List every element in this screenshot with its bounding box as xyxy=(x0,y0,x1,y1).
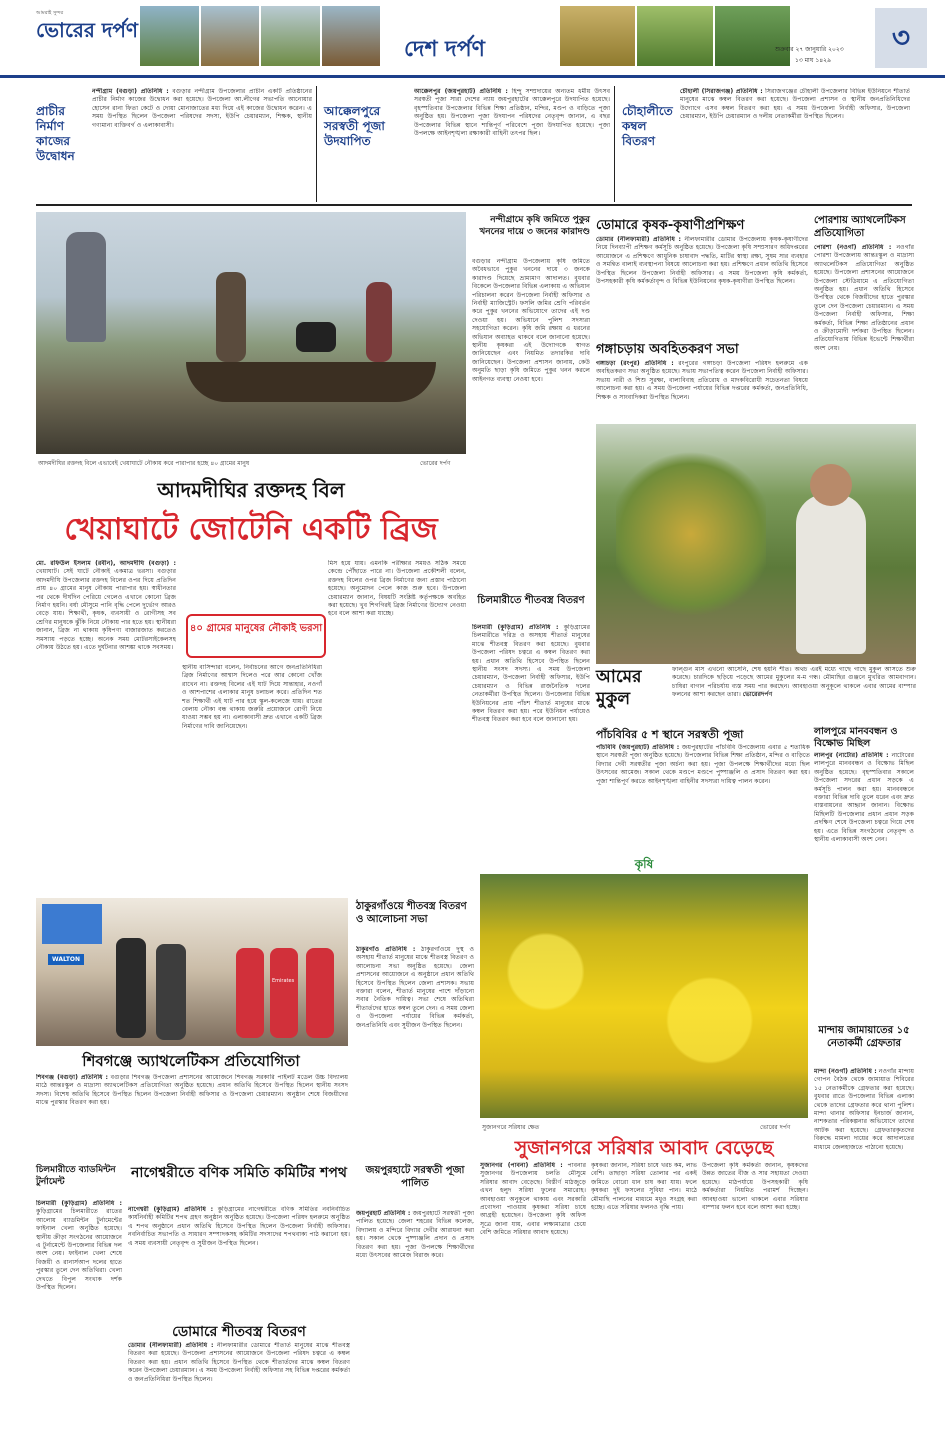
article-body: বগুড়ার নন্দীগ্রাম উপজেলায় কৃষি জমিতে অবৈধভাবে পুকুর খননের দায়ে ৩ জনকে কারাদণ্ড দিয়েছে ভ্রাম্যমাণ আদালত। বুধবার বিকেলে উপজেলার বিভিন্ন এলাকায় এ অভিযান পরিচালনা করেন উপজেলা নির্বাহী অফিসার ও নির্বাহী ম্যাজিস্ট্রেট। ফসলি জমির শ্রেণি পরিবর্তন করে পুকুর খননের অভিযোগে তাদের এই দণ্ড দেওয়া হয়। অভিযানে পুলিশ সদস্যরা সহযোগিতা করেন। কৃষি জমি রক্ষায় এ ধরনের অভিযান অব্যাহত থাকবে বলে জানানো হয়েছে। স্থানীয় কৃষকরা এই উদ্যোগকে স্বাগত জানিয়েছেন এবং নিয়মিত তদারকির দাবি জানিয়েছেন। উপজেলা প্রশাসন জানায়, কেউ অনুমতি ছাড়া কৃষি জমিতে পুকুর খনন করলে আইনগত ব্যবস্থা নেওয়া হবে। xyxy=(472,258,590,383)
article-body: নীলফামারীর ডোমার উপজেলায় কৃষক-কৃষাণীদের নিয়ে দিনব্যাপী প্রশিক্ষণ কর্মসূচি অনুষ্ঠিত হয়েছে। উপজেলা কৃষি সম্প্রসারণ অধিদপ্তরের আয়োজনে এ প্রশিক্ষণে আধুনিক চাষাবাদ পদ্ধতি, মাটির স্বাস্থ্য রক্ষা, সুষম সার ব্যবহার ও সমন্বিত বালাই ব্যবস্থাপনা বিষয়ে আলোচনা করা হয়। প্রশিক্ষণে প্রধান অতিথি হিসেবে উপস্থিত ছিলেন উপজেলা নির্বাহী অফিসার। এ সময় উপজেলা কৃষি কর্মকর্তা, উপসহকারী কৃষি কর্মকর্তাবৃন্দ ও বিভিন্ন ইউনিয়নের কৃষক-কৃষাণীরা উপস্থিত ছিলেন। xyxy=(596,236,808,286)
main-article-col2 xyxy=(182,664,322,894)
article-body: নাটোরের লালপুরে মানববন্ধন ও বিক্ষোভ মিছিল অনুষ্ঠিত হয়েছে। বৃহস্পতিবার সকালে উপজেলা সদরের প্রধান সড়কে এ কর্মসূচি পালন করা হয়। মানববন্ধনে বক্তারা বিভিন্ন দাবি তুলে ধরেন এবং দ্রুত বাস্তবায়নের আহ্বান জানান। বিক্ষোভ মিছিলটি উপজেলার প্রধান প্রধান সড়ক প্রদক্ষিণ শেষে উপজেলা চত্বরে গিয়ে শেষ হয়। এতে বিভিন্ন সংগঠনের নেতৃবৃন্দ ও স্থানীয় এলাকাবাসী অংশ নেন। xyxy=(814,752,914,844)
aamer-box xyxy=(596,666,916,720)
article-body: বগুড়ার শিবগঞ্জ উপজেলা প্রশাসনের আয়োজনে শিবগঞ্জ সরকারি পাইলট মডেল উচ্চ বিদ্যালয় মাঠে আন্তঃস্কুল ও মাদ্রাসা অ্যাথলেটিকস প্রতিযোগিতা অনুষ্ঠিত হয়েছে। প্রধান অতিথি হিসেবে উপস্থিত ছিলেন স্থানীয় সংসদ সদস্য। বিশেষ অতিথি হিসেবে উপস্থিত ছিলেন উপজেলা নির্বাহী অফিসার ও উপজেলা চেয়ারম্যান। অনুষ্ঠান শেষে বিজয়ীদের মাঝে পুরস্কার বিতরণ করা হয়। xyxy=(36,1074,348,1107)
byline: মো. রফিউল ইসলাম (রবীন), আদমদীঘি (বগুড়া) : xyxy=(36,560,176,567)
article-body: নীলফামারীর ডোমারে শীতার্ত মানুষের মাঝে শীতবস্ত্র বিতরণ করা হয়েছে। উপজেলা প্রশাসনের আয়োজনে উপজেলা পরিষদ চত্বরে এ কম্বল বিতরণ করা হয়। প্রধান অতিথি হিসেবে উপস্থিত থেকে শীতার্তদের মাঝে কম্বল বিতরণ করেন উপজেলা চেয়ারম্যান। এ সময় উপজেলা নির্বাহী অফিসার সহ বিভিন্ন দপ্তরের কর্মকর্তা ও জনপ্রতিনিধিরা উপস্থিত ছিলেন। xyxy=(128,1342,350,1383)
headline-gangachara: গঙ্গাচড়ায় অবহিতকরণ সভা xyxy=(596,342,739,357)
article-thakurgaon xyxy=(356,946,474,1158)
mustard-credit: ভোরের দর্পণ xyxy=(760,1124,791,1131)
byline: গঙ্গাচড়া (রংপুর) প্রতিনিধি : xyxy=(596,360,674,367)
article-body: মিস হয়ে যায়। এমনকি পরীক্ষার সময়ও সঠিক সময়ে কেন্দ্রে পৌঁছাতে পারে না। উপজেলা প্রকৌশলী বলেন, রক্তদহ বিলের ওপর ব্রিজ নির্মাণের জন্য প্রস্তাব পাঠানো হয়েছে। অনুমোদন পেলে কাজ শুরু হবে। উপজেলা চেয়ারম্যান জানান, বিষয়টি সংশ্লিষ্ট কর্তৃপক্ষকে অবহিত করা হয়েছে। খুব শিগগিরই ব্রিজ নির্মাণের উদ্যোগ নেওয়া হবে বলে আশা করা যাচ্ছে। xyxy=(328,560,466,618)
headline-shibganj: শিবগঞ্জে অ্যাথলেটিকস প্রতিযোগিতা xyxy=(82,1052,300,1070)
byline: নন্দীগ্রাম (বগুড়া) প্রতিনিধি : xyxy=(92,88,169,95)
article-body: উপজেলা কৃষি কর্মকর্তা জানান, কৃষকদের উন্নত জাতের বীজ ও সার সহায়তা দেওয়া হয়েছে। মাঠপর্যায়ে উপসহকারী কৃষি কর্মকর্তারা নিয়মিত পরামর্শ দিচ্ছেন। আবহাওয়া ভালো থাকলে এবার সরিষার বাম্পার ফলন হবে বলে আশা করা হচ্ছে। xyxy=(702,1162,808,1212)
article-body: কুড়িগ্রামের নাগেশ্বরীতে বণিক সমিতির নবনির্বাচিত কার্যনির্বাহী কমিটির শপথ গ্রহণ অনুষ্ঠান অনুষ্ঠিত হয়েছে। উপজেলা পরিষদ হলরুমে অনুষ্ঠিত এ শপথ অনুষ্ঠানে প্রধান অতিথি হিসেবে উপস্থিত ছিলেন উপজেলা নির্বাহী অফিসার। নবনির্বাচিত সভাপতি ও সাধারণ সম্পাদকসহ কমিটির সদস্যদের শপথবাক্য পাঠ করানো হয়। এ সময় ব্যবসায়ী নেতৃবৃন্দ ও সুধীজন উপস্থিত ছিলেন। xyxy=(128,1206,350,1247)
article-body: নওগাঁর পোরশা উপজেলায় আন্তঃস্কুল ও মাদ্রাসা অ্যাথলেটিকস প্রতিযোগিতা অনুষ্ঠিত হয়েছে। উপজেলা প্রশাসনের আয়োজনে উপজেলা স্টেডিয়ামে এ প্রতিযোগিতা অনুষ্ঠিত হয়। প্রধান অতিথি হিসেবে উপস্থিত থেকে বিজয়ীদের হাতে পুরস্কার তুলে দেন উপজেলা চেয়ারম্যান। এ সময় উপজেলা নির্বাহী অফিসার, শিক্ষা কর্মকর্তা, বিভিন্ন শিক্ষা প্রতিষ্ঠানের প্রধান ও ক্রীড়ামোদী দর্শকরা উপস্থিত ছিলেন। প্রতিযোগিতায় বিভিন্ন ইভেন্টে শিক্ষার্থীরা অংশ নেয়। xyxy=(814,244,914,352)
headline-aamer: আমের মুকুল xyxy=(596,667,642,709)
article-body: কুড়িগ্রামের চিলমারীতে দরিদ্র ও অসহায় শীতার্ত মানুষের মাঝে শীতবস্ত্র বিতরণ করা হয়েছে। বুধবার উপজেলা পরিষদ চত্বরে এ কম্বল বিতরণ করা হয়। প্রধান অতিথি হিসেবে উপস্থিত ছিলেন স্থানীয় সংসদ সদস্য। এ সময় উপজেলা চেয়ারম্যান, উপজেলা নির্বাহী অফিসার, ইউপি চেয়ারম্যান ও বিভিন্ন রাজনৈতিক দলের নেতাকর্মীরা উপস্থিত ছিলেন। উপজেলার বিভিন্ন ইউনিয়নের প্রায় পাঁচশ শীতার্ত মানুষের মাঝে কম্বল বিতরণ করা হয়। পরে ইউনিয়ন পর্যায়েও শীতবস্ত্র বিতরণ করা হবে বলে জানানো হয়। xyxy=(472,624,590,724)
byline: শিবগঞ্জ (বগুড়া) প্রতিনিধি : xyxy=(36,1074,108,1081)
jersey-label: Emirates xyxy=(272,978,295,984)
headline-nageshwari: নাগেশ্বরীতে বণিক সমিতি কমিটির শপথ xyxy=(131,1165,347,1181)
article-body: রংপুরের গঙ্গাচড়া উপজেলা পরিষদ হলরুমে এক অবহিতকরণ সভা অনুষ্ঠিত হয়েছে। সভায় সভাপতিত্ব করেন উপজেলা নির্বাহী অফিসার। সভায় নারী ও শিশু সুরক্ষা, বাল্যবিবাহ প্রতিরোধ ও মাদকবিরোধী সচেতনতা বিষয়ে আলোচনা করা হয়। এ সময় উপজেলা পর্যায়ের বিভিন্ন দপ্তরের কর্মকর্তা, জনপ্রতিনিধি, শিক্ষক ও সাংবাদিকরা উপস্থিত ছিলেন। xyxy=(596,360,808,401)
article-body: স্থানীয় বাসিন্দারা বলেন, নির্বাচনের আগে জনপ্রতিনিধিরা ব্রিজ নির্মাণের আশ্বাস দিলেও পরে আর কোনো খোঁজ রাখেন না। রক্তদহ বিলের এই ঘাট দিয়ে সান্তাহার, নওগাঁ ও আশপাশের এলাকার মানুষ চলাচল করে। প্রতিদিন শত শত শিক্ষার্থী এই ঘাট পার হয়ে স্কুল-কলেজে যায়। রাতের বেলায় নৌকা বন্ধ থাকায় জরুরি প্রয়োজনে রোগী নিয়ে যাওয়া সম্ভব হয় না। এলাকাবাসী দ্রুত এখানে একটি ব্রিজ নির্মাণের দাবি জানিয়েছেন। xyxy=(182,664,322,730)
article-panchbibi xyxy=(596,744,810,844)
byline: লালপুর (নাটোর) প্রতিনিধি : xyxy=(814,752,889,759)
article-sujanagar-col3 xyxy=(702,1162,808,1442)
article-chilmari-sheet xyxy=(472,624,590,894)
headline-panchbibi: পাঁচবিবির ৫ শ স্থানে সরস্বতী পূজা xyxy=(596,728,744,741)
article-sujanagar-col2 xyxy=(591,1162,697,1442)
article-aamer xyxy=(672,666,916,720)
byline: ঠাকুরগাঁও প্রতিনিধি : xyxy=(356,946,416,953)
main-article-col1 xyxy=(36,560,176,894)
divider xyxy=(316,86,317,202)
divider xyxy=(614,86,615,202)
byline: মান্দা (নওগাঁ) প্রতিনিধি : xyxy=(814,1068,877,1075)
byline: আক্কেলপুর (জয়পুরহাট) প্রতিনিধি : xyxy=(414,88,508,95)
byline: পোরশা (নওগাঁ) প্রতিনিধি : xyxy=(814,244,892,251)
byline: পাঁচবিবি (জয়পুরহাট) প্রতিনিধি : xyxy=(596,744,680,751)
main-headline: খেয়াঘাটে জোটেনি একটি ব্রিজ xyxy=(64,512,438,547)
headline-joypurhat: জয়পুরহাটে সরস্বতী পূজা পালিত xyxy=(365,1165,465,1189)
byline: নাগেশ্বরী (কুড়িগ্রাম) প্রতিনিধি : xyxy=(128,1206,214,1213)
article-body: কৃষকরা জানান, সরিষা চাষে খরচ কম, লাভ বেশি। তাছাড়া সরিষা তোলার পর একই জমিতে বোরো ধান চাষ করা যায়। ফলে কৃষকরা দুই ফসলের সুবিধা পান। মাঠে মৌমাছি পালনের মাধ্যমে মধুও সংগ্রহ করা হচ্ছে। এতে সরিষার ফলনও বৃদ্ধি পায়। xyxy=(591,1162,697,1212)
masthead xyxy=(0,0,945,78)
headline-pracheer: প্রাচীর নির্মাণ কাজের উদ্বোধন xyxy=(36,104,75,163)
headline-chilmari-badminton: চিলমারীতে ব্যাডমিন্টন টুর্নামেন্ট xyxy=(36,1165,116,1187)
mango-photo xyxy=(596,424,916,664)
page-number: ৩ xyxy=(875,8,927,68)
byline: চিলমারী (কুড়িগ্রাম) প্রতিনিধি : xyxy=(36,1200,122,1207)
pullquote: ৪০ গ্রামের মানুষের নৌকাই ভরসা xyxy=(189,623,323,634)
date-line-1: শুক্রবার ২৭ জানুয়ারি ২০২৩ xyxy=(775,46,844,53)
article-body: পাবনার সুজানগর উপজেলায় চলতি মৌসুমে সরিষার আবাদ বেড়েছে। বিস্তীর্ণ মাঠজুড়ে এখন হলুদ সরিষা ফুলের সমারোহ। আবহাওয়া অনুকূলে থাকায় এবং সরকারি প্রণোদনা পাওয়ায় কৃষকরা সরিষা চাষে আগ্রহী হয়েছেন। উপজেলা কৃষি অফিস সূত্রে জানা যায়, এবার লক্ষ্যমাত্রার চেয়ে বেশি জমিতে সরিষার আবাদ হয়েছে। xyxy=(480,1162,586,1237)
mustard-caption: সুজানগরে সরিষার ক্ষেত xyxy=(482,1124,540,1131)
article-chauhali xyxy=(680,88,910,200)
headline-domar-krishak: ডোমারে কৃষক-কৃষাণীপ্রশিক্ষণ xyxy=(596,218,745,233)
section-title: দেশ দর্পণ xyxy=(404,37,485,62)
headline-chauhali: চৌহালীতে কম্বল বিতরণ xyxy=(622,104,673,148)
byline: জয়পুরহাট প্রতিনিধি : xyxy=(356,1210,411,1217)
article-body: জয়পুরহাটের পাঁচবিবি উপজেলায় এবার ৫ শতাধিক স্থানে সরস্বতী পূজা অনুষ্ঠিত হয়েছে। উপজেলার বিভিন্ন শিক্ষা প্রতিষ্ঠান, মন্দির ও বাড়িতে বিদ্যার দেবী সরস্বতীর পূজা অর্চনা করা হয়। পূজা উপলক্ষে শিক্ষার্থীদের মধ্যে ছিল উৎসবের আমেজ। সকাল থেকে মণ্ডপে মণ্ডপে পুষ্পাঞ্জলি ও প্রসাদ বিতরণ করা হয়। পূজা শান্তিপূর্ণ করতে আইনশৃঙ্খলা বাহিনীর সদস্যরা দায়িত্ব পালন করেন। xyxy=(596,744,810,785)
mustard-photo xyxy=(480,874,808,1118)
article-chilmari-badminton xyxy=(36,1200,122,1440)
article-body: বগুড়ার নন্দীগ্রাম উপজেলার প্রাচীন একটি প্রতিষ্ঠানের প্রাচীর নির্মাণ কাজের উদ্বোধন করা হয়েছে। উপজেলা আ.লীগের সভাপতি আনোয়ার হোসেন রানা ফিতা কেটে ও দোয়া মোনাজাতের মধ্য দিয়ে এই কাজের উদ্বোধন করেন। এ সময় উপস্থিত ছিলেন উপজেলা পরিষদের সদস্য, ইউপি চেয়ারম্যান, শিক্ষক, স্থানীয় গণ্যমান্য ব্যক্তিবর্গ ও এলাকাবাসী। xyxy=(92,88,312,129)
article-madda xyxy=(814,1068,914,1442)
headline-chilmari-sheet: চিলমারীতে শীতবস্ত্র বিতরণ xyxy=(477,595,585,606)
headline-madda: মান্দায় জামায়াতের ১৫ নেতাকর্মী গ্রেফতার xyxy=(818,1025,910,1049)
byline: চিলমারী (কুড়িগ্রাম) প্রতিনিধি : xyxy=(472,624,559,631)
boat-credit: ভোরের দর্পণ xyxy=(420,460,451,467)
date-line-2: ১৩ মাঘ ১৪২৯ xyxy=(795,57,831,64)
article-nageshwari xyxy=(128,1206,350,1316)
article-sujanagar-col1 xyxy=(480,1162,586,1442)
shibganj-photo xyxy=(36,898,348,1046)
walton-banner: WALTON xyxy=(48,954,84,965)
article-body: জয়পুরহাটে সরস্বতী পূজা পালিত হয়েছে। জেলা শহরের বিভিন্ন কলেজ, বিদ্যালয় ও মন্দিরে বিদ্যার দেবীর আরাধনা করা হয়। সকাল থেকে পুষ্পাঞ্জলি প্রদান ও প্রসাদ বিতরণ করা হয়। পূজা উপলক্ষে শিক্ষার্থীদের মধ্যে উৎসবের আমেজ বিরাজ করে। xyxy=(356,1210,474,1260)
article-domar-krishak xyxy=(596,236,808,332)
main-article-col3 xyxy=(328,560,466,894)
article-body: কুড়িগ্রামের চিলমারীতে রাতের আলোয় ব্যাডমিন্টন টুর্নামেন্টের ফাইনাল খেলা অনুষ্ঠিত হয়েছে। স্থানীয় ক্রীড়া সংগঠনের আয়োজনে এ টুর্নামেন্টে উপজেলার বিভিন্ন দল অংশ নেয়। ফাইনাল খেলা শেষে বিজয়ী ও রানার্সআপ দলের হাতে পুরস্কার তুলে দেন অতিথিরা। খেলা দেখতে বিপুল সংখ্যক দর্শক উপস্থিত ছিলেন। xyxy=(36,1208,122,1292)
headline-porsha: পোরশায় অ্যাথলেটিকস প্রতিযোগিতা xyxy=(814,215,906,239)
byline: সুজানগর (পাবনা) প্রতিনিধি : xyxy=(480,1162,563,1169)
pullquote-box xyxy=(186,614,326,658)
article-joypurhat xyxy=(356,1210,474,1442)
article-body: ঠাকুরগাঁওয়ে দুস্থ ও অসহায় শীতার্ত মানুষের মাঝে শীতবস্ত্র বিতরণ ও আলোচনা সভা অনুষ্ঠিত হয়েছে। জেলা প্রশাসনের আয়োজনে এ অনুষ্ঠানে প্রধান অতিথি হিসেবে উপস্থিত ছিলেন জেলা প্রশাসক। সভায় বক্তারা বলেন, শীতার্ত মানুষের পাশে দাঁড়ানো সবার নৈতিক দায়িত্ব। সভা শেষে অতিথিরা শীতার্তদের হাতে কম্বল তুলে দেন। এ সময় জেলা ও উপজেলা পর্যায়ের বিভিন্ন কর্মকর্তা, জনপ্রতিনিধি এবং সুধীজন উপস্থিত ছিলেন। xyxy=(356,946,474,1029)
byline: ভোরেরদর্পণ xyxy=(742,691,773,699)
headline-sujanagar: সুজানগরে সরিষার আবাদ বেড়েছে xyxy=(514,1137,774,1159)
article-nandigram xyxy=(472,258,590,588)
article-body: ফাল্গুন মাস এখনো আসেনি, শেষ হয়নি শীত। অথচ এরই মধ্যে গাছে গাছে মুকুল আসতে শুরু করেছে। চারদিকে ছড়িয়ে পড়েছে আমের মুকুলের ম-ম গন্ধ। মৌমাছির গুঞ্জনে মুখরিত আমবাগান। চাষিরা বাগান পরিচর্যায় ব্যস্ত সময় পার করছেন। আবহাওয়া অনুকূলে থাকলে এবার আমের বাম্পার ফলনের আশা করছেন তারা। xyxy=(672,666,916,699)
article-pracheer xyxy=(92,88,312,200)
article-body: হিন্দু সম্প্রদায়ের অন্যতম ধর্মীয় উৎসব সরস্বতী পূজা সারা দেশের ন্যায় জয়পুরহাটের আক্কেলপুরে উদযাপিত হয়েছে। বৃহস্পতিবার উপজেলার বিভিন্ন শিক্ষা প্রতিষ্ঠান, মন্দির, মণ্ডপ ও বাড়িতে পূজা অনুষ্ঠিত হয়। উপজেলা পূজা উদযাপন পরিষদের নেতৃবৃন্দ জানান, এ বছর উপজেলার বিভিন্ন স্থানে শান্তিপূর্ণ পরিবেশে পূজা উদযাপিত হয়েছে। পূজা উপলক্ষে আইনশৃঙ্খলা রক্ষাকারী বাহিনী তৎপর ছিল। xyxy=(414,88,610,138)
article-akkelpur xyxy=(414,88,610,200)
headline-domar-sheet: ডোমারে শীতবস্ত্র বিতরণ xyxy=(172,1324,306,1340)
article-lalpur xyxy=(814,752,914,1020)
kicker-adamdighi: আদমদীঘির রক্তদহ বিল xyxy=(157,478,345,502)
brand-logo: ভোরের দর্পণ xyxy=(36,18,138,42)
article-domar-sheet xyxy=(128,1342,350,1442)
headline-lalpur: লালপুরে মানববন্ধন ও বিক্ষোভ মিছিল xyxy=(814,726,898,749)
masthead-photo-left xyxy=(140,6,380,66)
byline: ডোমার (নীলফামারী) প্রতিনিধি : xyxy=(128,1342,214,1349)
article-gangachara xyxy=(596,360,808,420)
byline: ডোমার (নীলফামারী) প্রতিনিধি : xyxy=(596,236,681,243)
divider xyxy=(36,204,912,206)
masthead-photo-right xyxy=(560,6,790,66)
article-body: খেয়াঘাট। সেই ঘাটে নৌকাই একমাত্র ভরসা। বগুড়ার আদমদীঘি উপজেলার রক্তদহ বিলের ওপর দিয়ে প্রতিদিন প্রায় ৪০ গ্রামের মানুষ নৌকায় পারাপার হয়। স্বাধীনতার পর থেকে দীর্ঘদিন পেরিয়ে গেলেও এখানে কোনো ব্রিজ নির্মাণ হয়নি। বর্ষা মৌসুমে পানি বৃদ্ধি পেলে দুর্ভোগ আরও বেড়ে যায়। শিক্ষার্থী, কৃষক, ব্যবসায়ী ও রোগীসহ সব শ্রেণির মানুষকে ঝুঁকি নিয়ে নৌকায় পার হতে হয়। স্থানীয়রা জানান, ব্রিজ না থাকায় কৃষিপণ্য বাজারজাত করতেও সমস্যায় পড়তে হচ্ছে। অনেক সময় মোটরসাইকেলসহ নৌকায় উঠতে হয়। এতে দুর্ঘটনার আশঙ্কা থাকে সবসময়। xyxy=(36,568,176,652)
headline-akkelpur: আক্কেলপুরে সরস্বতী পূজা উদযাপিত xyxy=(324,104,385,148)
byline: চৌহালী (সিরাজগঞ্জ) প্রতিনিধি : xyxy=(680,88,763,95)
article-body: সিরাজগঞ্জের চৌহালী উপজেলার বিভিন্ন ইউনিয়নে শীতার্ত মানুষের মাঝে কম্বল বিতরণ করা হয়েছে। উপজেলা প্রশাসন ও স্থানীয় জনপ্রতিনিধিদের উদ্যোগে এসব কম্বল বিতরণ করা হয়। এ সময় উপজেলা নির্বাহী অফিসার, উপজেলা চেয়ারম্যান, ইউপি চেয়ারম্যান ও দলীয় নেতাকর্মীরা উপস্থিত ছিলেন। xyxy=(680,88,910,121)
article-shibganj xyxy=(36,1074,348,1156)
boat-photo xyxy=(36,212,466,454)
brand-small: আমরাই সুন্দর xyxy=(36,10,64,16)
headline-nandigram: নন্দীগ্রামে কৃষি জমিতে পুকুর খননের দায়ে ৩ জনের কারাদণ্ড xyxy=(479,215,590,237)
article-body: নওগাঁর মান্দায় গোপন বৈঠক থেকে জামায়াত শিবিরের ১৫ নেতাকর্মীকে গ্রেফতার করা হয়েছে। বুধবার রাতে উপজেলার বিভিন্ন এলাকা থেকে তাদের গ্রেফতার করে থানা পুলিশ। মান্দা থানার অফিসার ইনচার্জ জানান, নাশকতার পরিকল্পনার অভিযোগে তাদের আটক করা হয়েছে। গ্রেফতারকৃতদের বিরুদ্ধে মামলা দায়ের করে আদালতের মাধ্যমে জেলহাজতে পাঠানো হয়েছে। xyxy=(814,1068,914,1151)
headline-thakurgaon: ঠাকুরগাঁওয়ে শীতবস্ত্র বিতরণ ও আলোচনা সভা xyxy=(356,901,467,925)
krishi-label: কৃষি xyxy=(634,857,654,871)
boat-caption: আদমদীঘির রক্তদহ বিলে এভাবেই খেয়াঘাটে নৌকায় করে পারাপার হচ্ছে ৪০ গ্রামের মানুষ xyxy=(38,460,250,467)
